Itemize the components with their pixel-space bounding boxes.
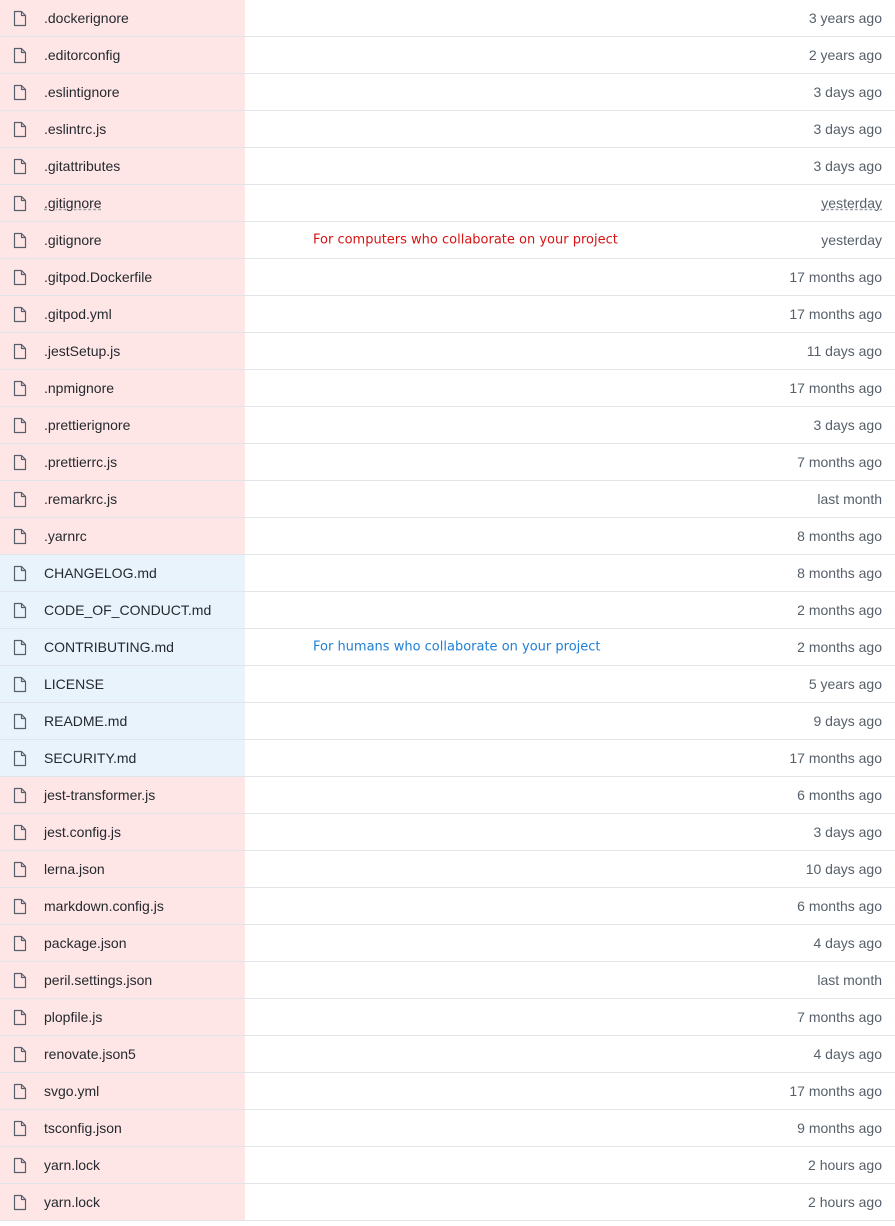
file-name-link[interactable]: yarn.lock: [44, 1157, 101, 1173]
file-icon: [13, 10, 27, 27]
last-commit-age: 3 days ago: [813, 158, 882, 174]
file-name-cell: [0, 407, 245, 443]
file-icon: [13, 47, 27, 64]
file-name-link[interactable]: LICENSE: [44, 676, 104, 692]
file-row[interactable]: [0, 962, 895, 999]
last-commit-age: 11 days ago: [806, 343, 882, 359]
file-icon: [13, 787, 27, 804]
file-icon: [13, 861, 27, 878]
last-commit-age: yesterday: [821, 232, 882, 248]
file-name-cell: [0, 370, 245, 406]
last-commit-age: 2 hours ago: [808, 1194, 882, 1210]
file-name-cell: [0, 185, 245, 221]
file-row[interactable]: [0, 296, 895, 333]
file-name-cell: [0, 999, 245, 1035]
file-icon: [13, 824, 27, 841]
last-commit-age: 3 years ago: [808, 10, 882, 26]
file-icon: [13, 269, 27, 286]
last-commit-age: 4 days ago: [813, 1046, 882, 1062]
file-name-cell: [0, 148, 245, 184]
file-name-link[interactable]: .eslintignore: [44, 84, 120, 100]
file-name-cell: [0, 1110, 245, 1146]
file-name-link[interactable]: plopfile.js: [44, 1009, 103, 1025]
last-commit-age: 2 hours ago: [808, 1157, 882, 1173]
file-name-link[interactable]: jest-transformer.js: [44, 787, 156, 803]
file-row[interactable]: [0, 592, 895, 629]
file-name-link[interactable]: .eslintrc.js: [44, 121, 107, 137]
file-icon: [13, 380, 27, 397]
file-name-cell: [0, 37, 245, 73]
last-commit-age: 8 months ago: [797, 528, 882, 544]
file-name-link[interactable]: peril.settings.json: [44, 972, 153, 988]
file-icon: [13, 602, 27, 619]
file-name-link[interactable]: .gitpod.Dockerfile: [44, 269, 153, 285]
file-icon: [13, 491, 27, 508]
file-name-cell: [0, 1184, 245, 1220]
file-row[interactable]: [0, 555, 895, 592]
file-icon: [13, 195, 27, 212]
file-row[interactable]: [0, 1073, 895, 1110]
file-icon: [13, 1120, 27, 1137]
file-name-cell: [0, 888, 245, 924]
last-commit-age: 3 days ago: [813, 121, 882, 137]
file-name-cell: [0, 444, 245, 480]
file-name-cell: [0, 925, 245, 961]
file-name-cell: [0, 481, 245, 517]
file-icon: [13, 232, 27, 249]
file-name-link[interactable]: .gitpod.yml: [44, 306, 112, 322]
file-name-cell: [0, 703, 245, 739]
last-commit-age: 9 days ago: [813, 713, 882, 729]
last-commit-age: 17 months ago: [789, 750, 882, 766]
file-name-cell: [0, 666, 245, 702]
file-row[interactable]: [0, 740, 895, 777]
file-name-link[interactable]: svgo.yml: [44, 1083, 100, 1099]
last-commit-age: 17 months ago: [789, 380, 882, 396]
file-icon: [13, 713, 27, 730]
last-commit-age: 2 months ago: [797, 639, 882, 655]
file-icon: [13, 1046, 27, 1063]
file-name-link[interactable]: .remarkrc.js: [44, 491, 118, 507]
file-row[interactable]: [0, 703, 895, 740]
file-row[interactable]: [0, 370, 895, 407]
file-icon: [13, 972, 27, 989]
file-name-cell: [0, 333, 245, 369]
file-name-link[interactable]: README.md: [44, 713, 128, 729]
last-commit-age: 3 days ago: [813, 84, 882, 100]
file-name-link[interactable]: .gitignore: [44, 195, 102, 211]
file-row[interactable]: [0, 851, 895, 888]
file-row[interactable]: [0, 111, 895, 148]
file-icon: [13, 565, 27, 582]
file-row[interactable]: [0, 259, 895, 296]
file-name-cell: [0, 1147, 245, 1183]
file-row[interactable]: [0, 444, 895, 481]
last-commit-age: 2 months ago: [797, 602, 882, 618]
last-commit-age: 17 months ago: [789, 306, 882, 322]
file-name-link[interactable]: .gitignore: [44, 232, 102, 248]
file-name-link[interactable]: .prettierrc.js: [44, 454, 118, 470]
file-row[interactable]: [0, 518, 895, 555]
last-commit-age: 5 years ago: [808, 676, 882, 692]
file-name-link[interactable]: .dockerignore: [44, 10, 129, 26]
file-row[interactable]: [0, 74, 895, 111]
file-name-cell: [0, 296, 245, 332]
file-row[interactable]: [0, 222, 895, 259]
file-icon: [13, 898, 27, 915]
file-name-cell: [0, 1036, 245, 1072]
file-icon: [13, 1083, 27, 1100]
file-name-link[interactable]: jest.config.js: [44, 824, 122, 840]
file-icon: [13, 528, 27, 545]
humans-annotation: For humans who collaborate on your project: [313, 639, 601, 655]
last-commit-age: yesterday: [821, 195, 882, 211]
file-name-cell: [0, 518, 245, 554]
last-commit-age: 3 days ago: [813, 824, 882, 840]
last-commit-age: 17 months ago: [789, 269, 882, 285]
file-name-cell: [0, 740, 245, 776]
file-row[interactable]: [0, 629, 895, 666]
last-commit-age: 9 months ago: [797, 1120, 882, 1136]
file-name-cell: [0, 555, 245, 591]
file-row[interactable]: [0, 999, 895, 1036]
last-commit-age: last month: [817, 972, 882, 988]
file-row[interactable]: [0, 0, 895, 37]
last-commit-age: 3 days ago: [813, 417, 882, 433]
file-row[interactable]: [0, 814, 895, 851]
last-commit-age: 17 months ago: [789, 1083, 882, 1099]
file-row[interactable]: [0, 37, 895, 74]
last-commit-age: 7 months ago: [797, 1009, 882, 1025]
file-row[interactable]: [0, 925, 895, 962]
file-row[interactable]: [0, 888, 895, 925]
file-name-cell: [0, 222, 245, 258]
file-name-cell: [0, 777, 245, 813]
file-icon: [13, 343, 27, 360]
file-name-link[interactable]: lerna.json: [44, 861, 105, 877]
last-commit-age: 7 months ago: [797, 454, 882, 470]
file-icon: [13, 935, 27, 952]
file-name-link[interactable]: CONTRIBUTING.md: [44, 639, 174, 655]
last-commit-age: 2 years ago: [808, 47, 882, 63]
file-icon: [13, 84, 27, 101]
file-name-link[interactable]: .gitattributes: [44, 158, 121, 174]
file-row[interactable]: [0, 407, 895, 444]
file-name-cell: [0, 111, 245, 147]
file-name-link[interactable]: .yarnrc: [44, 528, 87, 544]
file-name-cell: [0, 592, 245, 628]
file-row[interactable]: [0, 1110, 895, 1147]
computers-annotation: For computers who collaborate on your project: [313, 232, 618, 248]
file-name-link[interactable]: markdown.config.js: [44, 898, 164, 914]
file-name-link[interactable]: .editorconfig: [44, 47, 121, 63]
file-icon: [13, 1157, 27, 1174]
file-name-cell: [0, 1073, 245, 1109]
file-row[interactable]: [0, 185, 895, 222]
file-name-cell: [0, 814, 245, 850]
file-name-cell: [0, 962, 245, 998]
file-icon: [13, 676, 27, 693]
file-icon: [13, 1009, 27, 1026]
file-name-cell: [0, 629, 245, 665]
file-name-link[interactable]: tsconfig.json: [44, 1120, 122, 1136]
file-name-cell: [0, 259, 245, 295]
file-row[interactable]: [0, 1184, 895, 1221]
file-row[interactable]: [0, 333, 895, 370]
file-icon: [13, 454, 27, 471]
file-icon: [13, 750, 27, 767]
file-row[interactable]: [0, 1036, 895, 1073]
file-name-link[interactable]: CHANGELOG.md: [44, 565, 157, 581]
file-name-cell: [0, 74, 245, 110]
file-icon: [13, 121, 27, 138]
file-name-link[interactable]: renovate.json5: [44, 1046, 136, 1062]
last-commit-age: last month: [817, 491, 882, 507]
file-icon: [13, 417, 27, 434]
file-icon: [13, 306, 27, 323]
last-commit-age: 4 days ago: [813, 935, 882, 951]
file-name-link[interactable]: package.json: [44, 935, 127, 951]
file-row[interactable]: [0, 666, 895, 703]
file-name-link[interactable]: yarn.lock: [44, 1194, 101, 1210]
file-icon: [13, 158, 27, 175]
file-row[interactable]: [0, 777, 895, 814]
file-icon: [13, 639, 27, 656]
file-name-link[interactable]: .npmignore: [44, 380, 115, 396]
file-name-cell: [0, 851, 245, 887]
file-name-link[interactable]: .prettierignore: [44, 417, 131, 433]
last-commit-age: 8 months ago: [797, 565, 882, 581]
file-name-link[interactable]: CODE_OF_CONDUCT.md: [44, 602, 212, 618]
file-name-link[interactable]: .jestSetup.js: [44, 343, 121, 359]
last-commit-age: 10 days ago: [805, 861, 882, 877]
file-row[interactable]: [0, 148, 895, 185]
file-row[interactable]: [0, 481, 895, 518]
last-commit-age: 6 months ago: [797, 787, 882, 803]
last-commit-age: 6 months ago: [797, 898, 882, 914]
file-icon: [13, 1194, 27, 1211]
file-row[interactable]: [0, 1147, 895, 1184]
file-name-link[interactable]: SECURITY.md: [44, 750, 137, 766]
file-name-cell: [0, 0, 245, 36]
